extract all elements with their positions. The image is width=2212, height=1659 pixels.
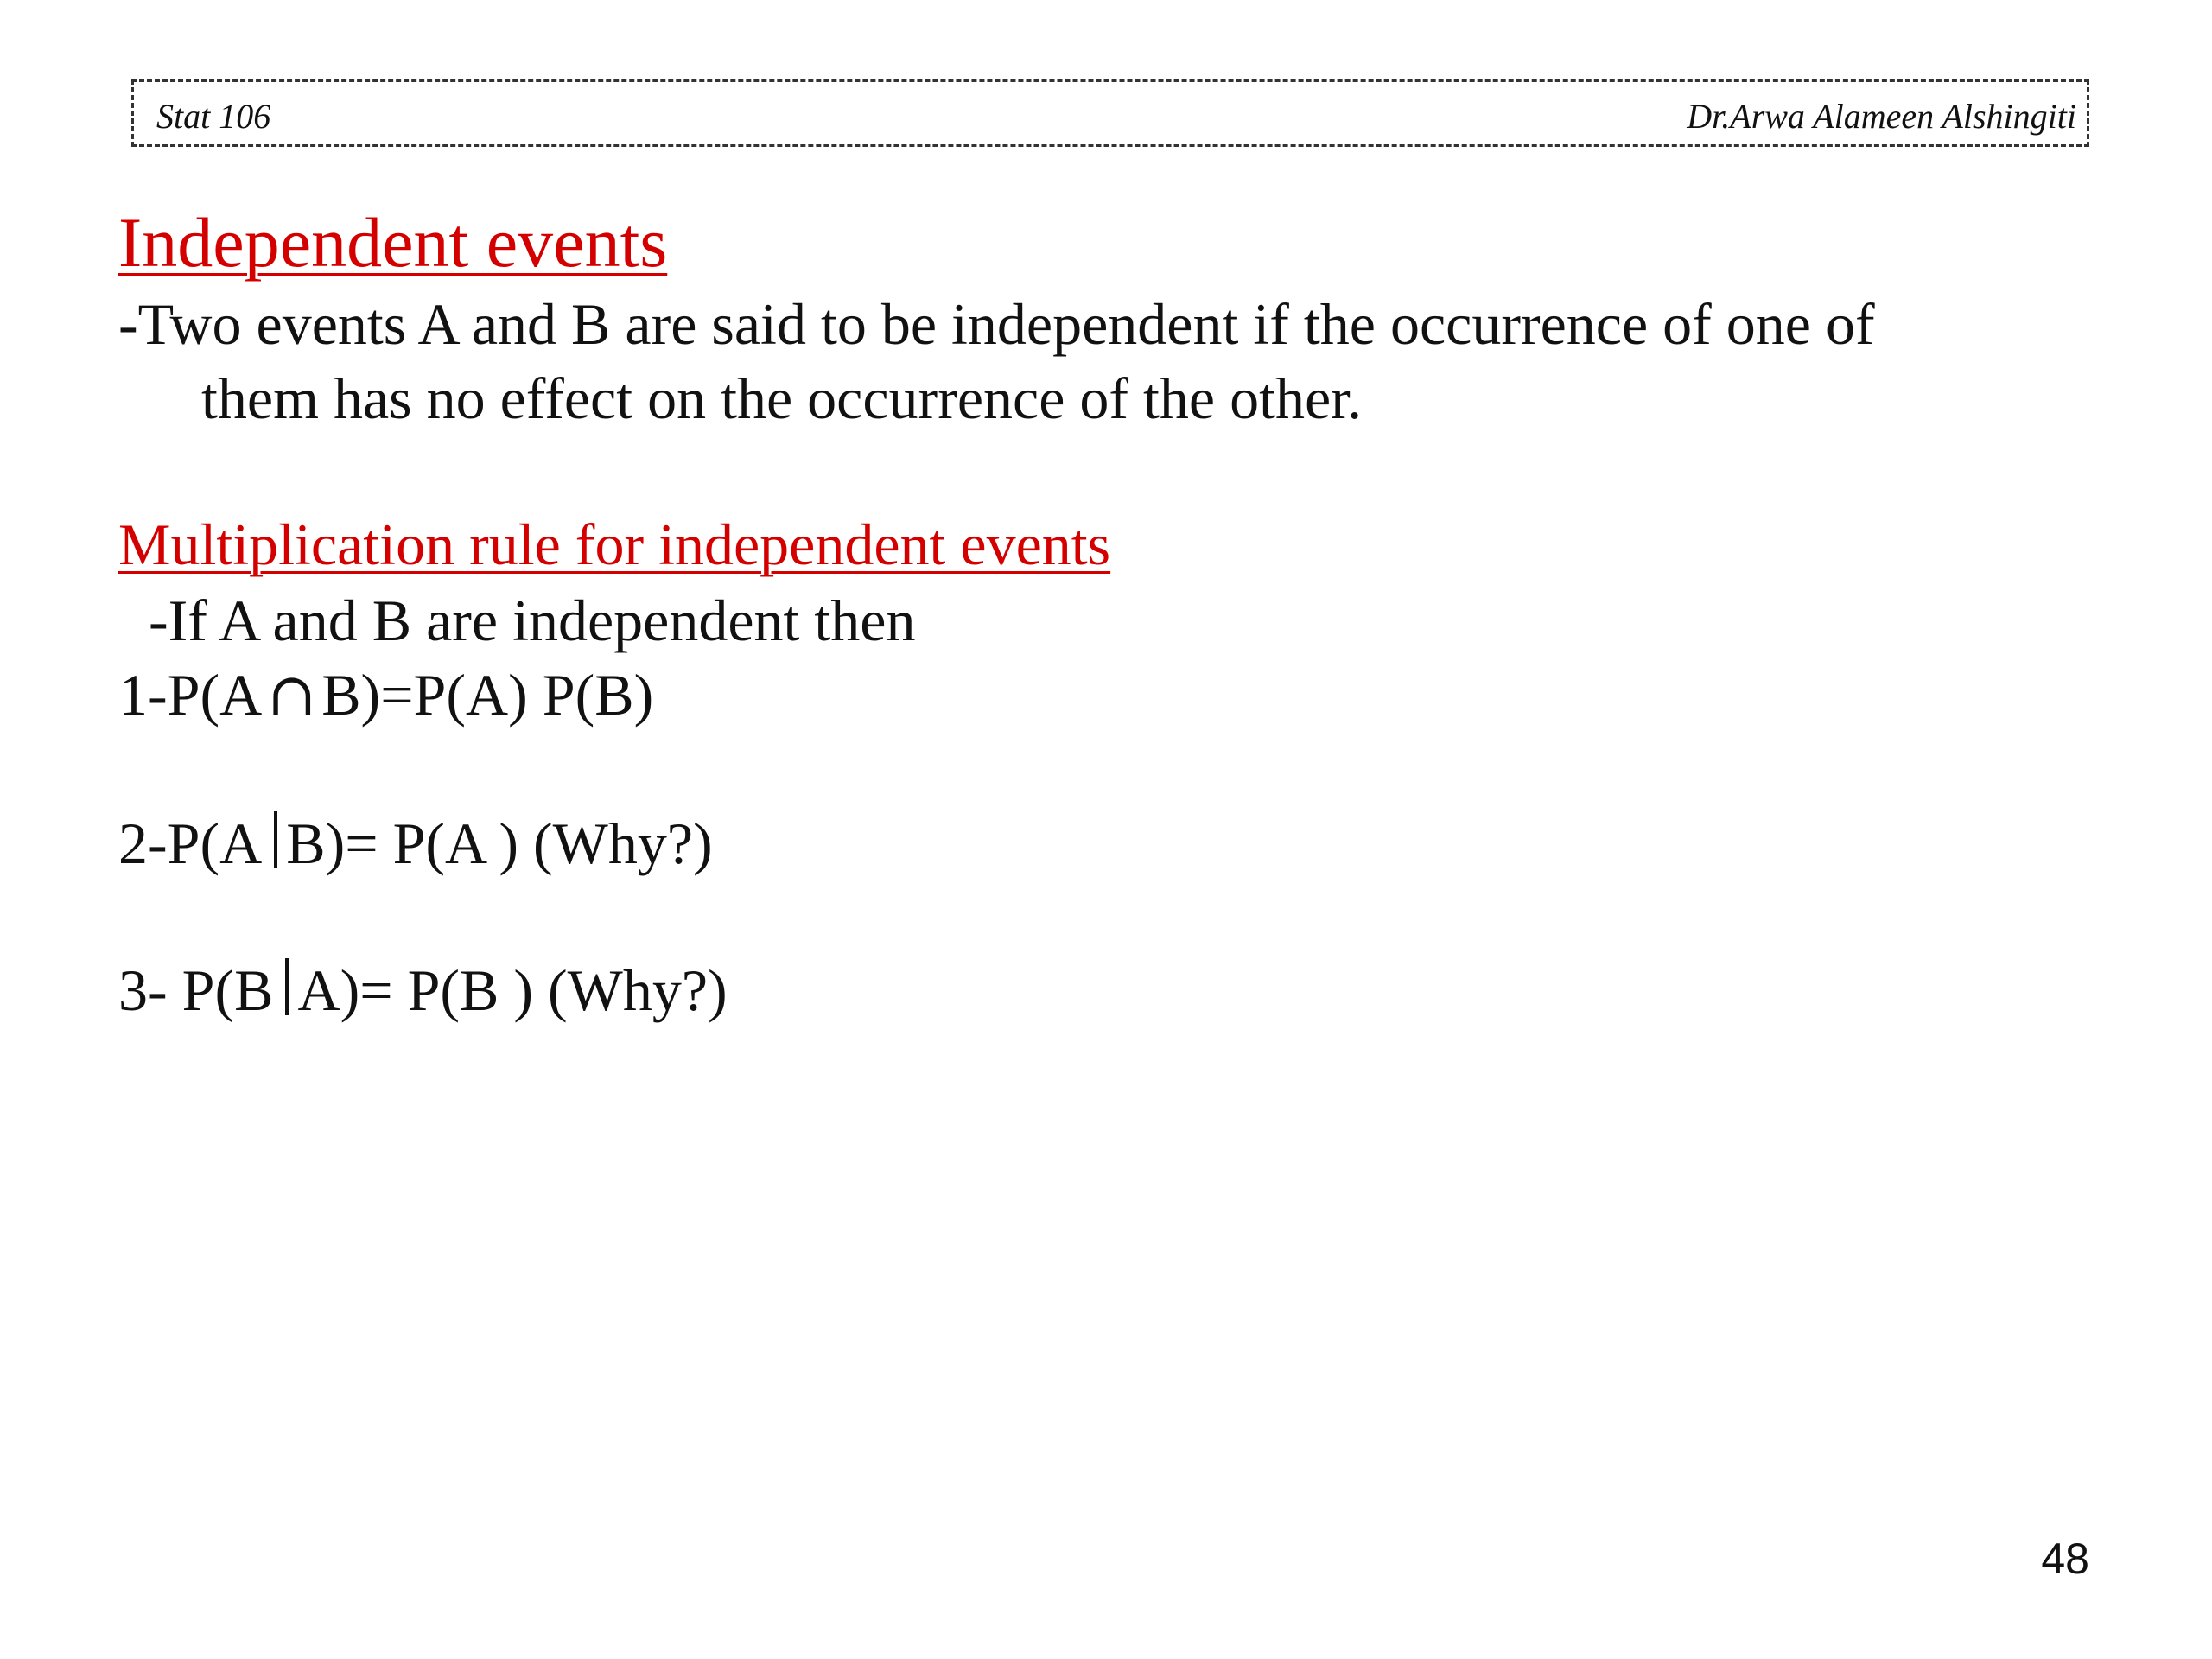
condition-text: -If A and B are independent then: [149, 588, 916, 653]
subsection-title: Multiplication rule for independent events: [118, 512, 1111, 577]
given-bar-icon: [274, 811, 277, 868]
given-bar-icon: [285, 958, 289, 1015]
course-label: Stat 106: [156, 97, 271, 136]
rule-3: [118, 956, 728, 1025]
definition-line-2: them has no effect on the occurrence of the other.: [201, 365, 1363, 431]
intersection-symbol: ∩: [267, 661, 317, 729]
rule-2-prefix: 2-P(A: [118, 810, 263, 876]
rule-1-suffix: B)=P(A) P(B): [321, 662, 654, 728]
rule-3-prefix: 3- P(B: [118, 957, 274, 1023]
rule-1-prefix: 1-P(A: [118, 662, 263, 728]
page-number: 48: [2041, 1535, 2089, 1583]
header-box: [131, 79, 2089, 147]
section-title: Independent events: [118, 203, 668, 282]
definition-line-1: -Two events A and B are said to be independent if the occurrence of one of: [118, 291, 1875, 357]
rule-3-suffix: A)= P(B ) (Why?): [297, 957, 728, 1023]
rule-2-suffix: B)= P(A ) (Why?): [286, 810, 713, 876]
definition-paragraph: [118, 287, 2071, 435]
rule-1: [118, 660, 653, 730]
rule-2: [118, 809, 713, 878]
author-label: Dr.Arwa Alameen Alshingiti: [1687, 97, 2076, 136]
